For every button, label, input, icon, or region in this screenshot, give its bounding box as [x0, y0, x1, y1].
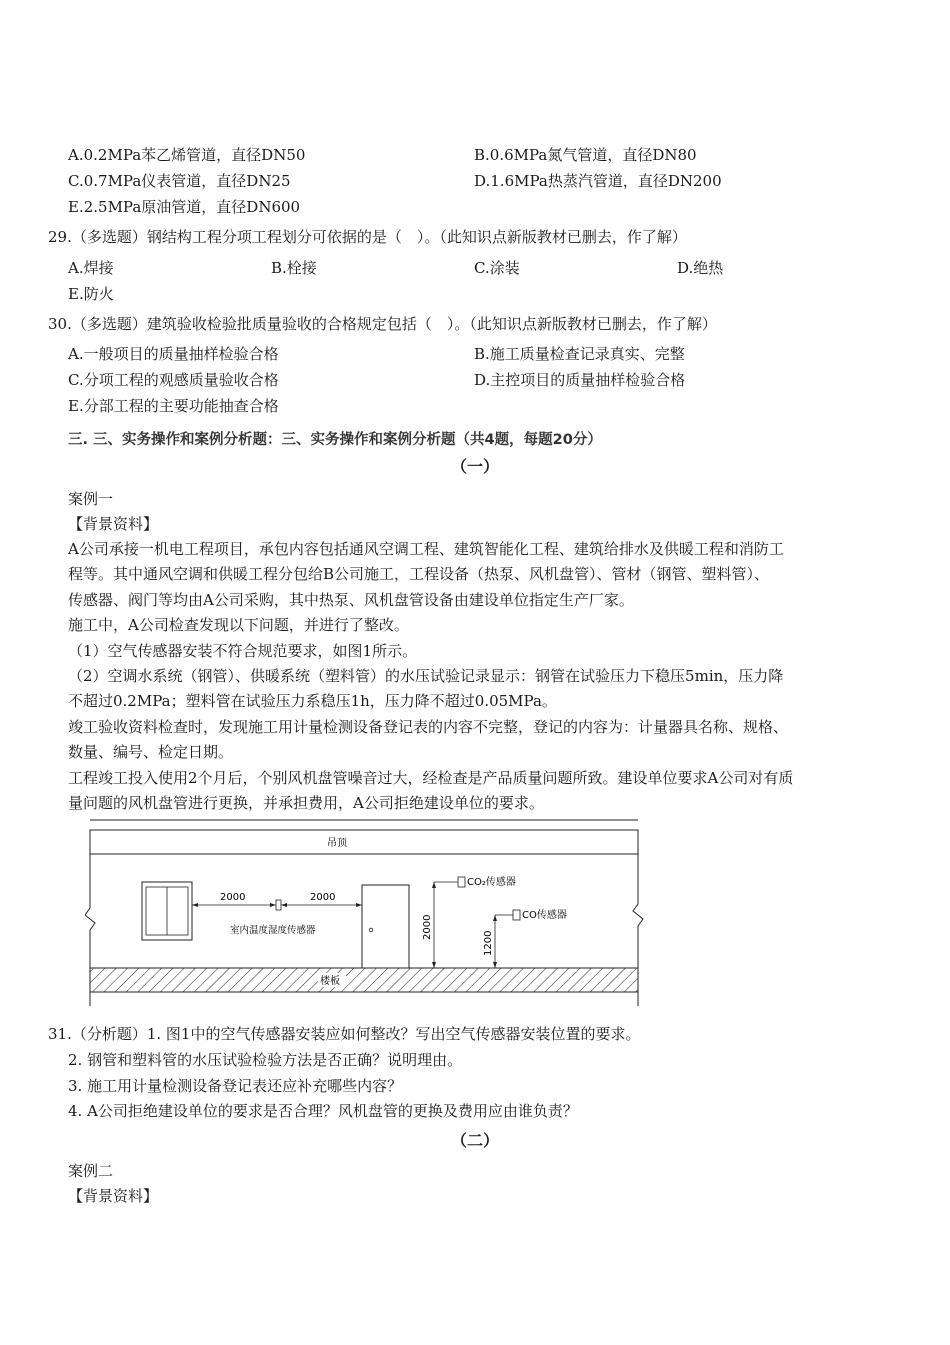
case1-heading: （一）	[450, 457, 499, 476]
case1-paragraph-line: 竣工验收资料检查时，发现施工用计量检测设备登记表的内容不完整，登记的内容为：计量器具名称、规格、	[68, 718, 789, 736]
case1-paragraph-line: （1）空气传感器安装不符合规范要求，如图1所示。	[68, 642, 418, 660]
case2-heading: （二）	[450, 1131, 499, 1150]
dimension-right-label: 2000	[310, 892, 336, 903]
q30-option-a: A.一般项目的质量抽样检验合格	[68, 345, 279, 363]
q28-option-d: D.1.6MPa热蒸汽管道，直径DN200	[474, 172, 722, 190]
case1-paragraph-line: 施工中，A公司检查发现以下问题，并进行了整改。	[68, 616, 409, 634]
left-wall-break	[85, 854, 95, 968]
q28-option-e: E.2.5MPa原油管道，直径DN600	[68, 198, 301, 216]
co-sensor-label: CO传感器	[522, 910, 567, 921]
q30-option-b: B.施工质量检查记录真实、完整	[474, 345, 685, 363]
ceiling-label: 吊顶	[327, 838, 347, 849]
case1-paragraph-line: A公司承接一机电工程项目，承包内容包括通风空调工程、建筑智能化工程、建筑给排水及供暖工程和消防工	[68, 540, 784, 558]
case1-name: 案例一	[68, 490, 114, 508]
ceiling-band	[90, 830, 638, 854]
case1-paragraph-line: （2）空调水系统（钢管）、供暖系统（塑料管）的水压试验记录显示：钢管在试验压力下稳压5min，压力降	[68, 667, 784, 685]
q30-option-d: D.主控项目的质量抽样检验合格	[474, 371, 686, 389]
q30-option-c: C.分项工程的观感质量验收合格	[68, 371, 279, 389]
dimension-left-label: 2000	[220, 892, 246, 903]
q31-line: 4. A公司拒绝建设单位的要求是否合理？风机盘管的更换及费用应由谁负责？	[68, 1102, 578, 1120]
q29-option-b: B.栓接	[271, 259, 317, 277]
co-sensor-marker	[513, 910, 520, 920]
q28-option-a: A.0.2MPa苯乙烯管道，直径DN50	[68, 146, 306, 164]
case1-bg-label: 【背景资料】	[68, 515, 159, 533]
case1-paragraph-line: 传感器、阀门等均由A公司采购，其中热泵、风机盘管设备由建设单位指定生产厂家。	[68, 591, 634, 609]
section-title: 三. 三、实务操作和案例分析题：三、实务操作和案例分析题（共4题，每题20分）	[68, 432, 602, 448]
case1-paragraph-line: 程等。其中通风空调和供暖工程分包给B公司施工，工程设备（热泵、风机盘管）、管材（钢管、塑料管）、	[68, 565, 770, 583]
case1-paragraph-line: 工程竣工投入使用2个月后，个别风机盘管噪音过大，经检查是产品质量问题所致。建设单位要求A公司对有质	[68, 769, 794, 787]
q31-line: 31.（分析题）1. 图1中的空气传感器安装应如何整改？写出空气传感器安装位置的要求。	[48, 1025, 641, 1043]
case2-name: 案例二	[68, 1162, 114, 1180]
q28-option-b: B.0.6MPa氮气管道，直径DN80	[474, 146, 697, 164]
door	[362, 885, 409, 968]
q29-option-e: E.防火	[68, 285, 114, 303]
q28-option-c: C.0.7MPa仪表管道，直径DN25	[68, 172, 291, 190]
case1-paragraph-line: 数量、编号、检定日期。	[68, 743, 234, 761]
floor-label: 楼板	[320, 976, 340, 987]
right-wall-break	[633, 854, 643, 968]
co-height-label: 1200	[483, 930, 494, 956]
floor-slab	[90, 968, 638, 992]
q31-line: 2. 钢管和塑料管的水压试验检验方法是否正确？说明理由。	[68, 1051, 463, 1069]
q29-stem: 29.（多选题）钢结构工程分项工程划分可依据的是（ ）。（此知识点新版教材已删去，作了解）	[48, 228, 687, 246]
case1-paragraph-line: 不超过0.2MPa；塑料管在试验压力系稳压1h，压力降不超过0.05MPa。	[68, 692, 557, 710]
q31-line: 3. 施工用计量检测设备登记表还应补充哪些内容？	[68, 1077, 403, 1095]
co2-sensor-marker	[458, 877, 465, 887]
case2-bg-label: 【背景资料】	[68, 1187, 159, 1205]
q29-option-c: C.涂装	[474, 259, 520, 277]
indoor-sensor-label: 室内温度湿度传感器	[230, 925, 316, 936]
q29-option-a: A.焊接	[68, 259, 114, 277]
case1-paragraph-line: 量问题的风机盘管进行更换，并承担费用，A公司拒绝建设单位的要求。	[68, 794, 544, 812]
q30-stem: 30.（多选题）建筑验收检验批质量验收的合格规定包括（ ）。（此知识点新版教材已删去，作了解）	[48, 315, 717, 333]
figure-1	[85, 818, 645, 1010]
indoor-sensor-marker	[276, 900, 281, 910]
co2-height-label: 2000	[422, 914, 433, 940]
q30-option-e: E.分部工程的主要功能抽查合格	[68, 397, 279, 415]
q29-option-d: D.绝热	[677, 259, 724, 277]
co2-sensor-label: CO₂传感器	[467, 877, 516, 888]
